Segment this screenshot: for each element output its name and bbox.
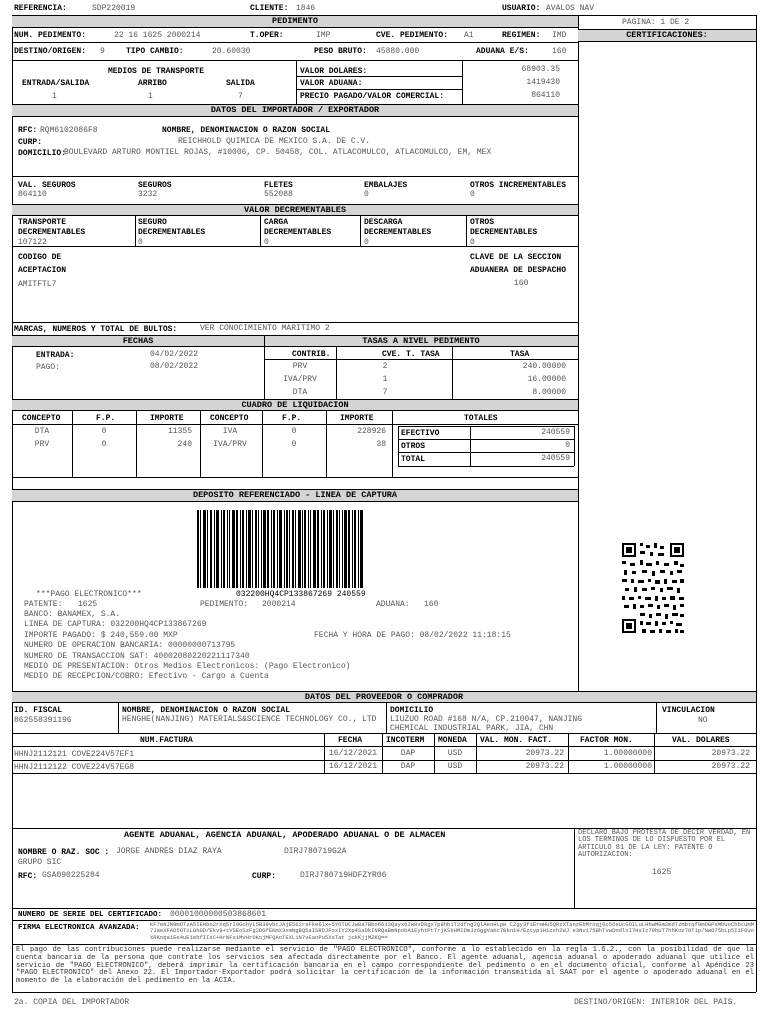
- pagina-indicator: PAGINA: 1 DE 2: [622, 18, 690, 27]
- usuario-value: AVALOS NAV: [546, 4, 595, 13]
- marcas-value: VER CONOCIMIENTO MARITIMO 2: [200, 324, 330, 333]
- agente-rfc-value: GSA090225284: [42, 871, 100, 880]
- certificaciones-title: CERTIFICACIONES:: [578, 29, 756, 42]
- carga-decr-label-b: DECREMENTABLES: [264, 228, 332, 237]
- seguro-decr-value: 0: [138, 238, 143, 247]
- embalajes-label: EMBALAJES: [364, 181, 408, 190]
- agente-nombre-value: JORGE ANDRES DIAZ RAYA: [116, 847, 222, 856]
- medio-recepcion-line: MEDIO DE RECEPCION/COBRO: Efectivo - Cargo a Cuenta: [24, 672, 269, 681]
- tasas-title: TASAS A NIVEL PEDIMENTO: [264, 335, 578, 347]
- peso-bruto-label: PESO BRUTO:: [314, 47, 367, 56]
- val-seguros-value: 864110: [18, 190, 47, 199]
- domicilio-label: DOMICILIO:: [18, 149, 67, 158]
- id-fiscal-value: 862558391196: [14, 716, 72, 725]
- factura-fecha: 16/12/2021: [328, 762, 377, 771]
- clave-seccion-label-a: CLAVE DE LA SECCION: [470, 253, 562, 262]
- footer-destino: DESTINO/ORIGEN: INTERIOR DEL PAIS.: [574, 998, 738, 1007]
- tipo-cambio-label: TIPO CAMBIO:: [126, 47, 184, 56]
- factura-incoterm: DAP: [400, 762, 416, 771]
- factura-row: HHNJ2112122 COVE224V57EG8: [14, 763, 135, 772]
- codigo-aceptacion-value: AMITFTL7: [18, 280, 57, 289]
- tipo-cambio-value: 20.60030: [212, 47, 251, 56]
- seguros-value: 3232: [138, 190, 158, 199]
- factura-fecha: 16/12/2021: [328, 749, 377, 758]
- firma-label: FIRMA ELECTRONICA AVANZADA:: [18, 924, 140, 932]
- valor-dolares-value: 68903.35: [521, 65, 560, 74]
- transporte-decr-label-b: DECREMENTABLES: [18, 228, 86, 237]
- cve-tasa-header: CVE. T. TASA: [382, 350, 440, 359]
- liq-concepto-header: CONCEPTO: [22, 414, 61, 423]
- liq-row-importe: 11355: [167, 427, 192, 436]
- carga-decr-value: 0: [264, 238, 269, 247]
- tasa-row-contrib: IVA/PRV: [283, 375, 317, 384]
- carga-decr-label-a: CARGA: [264, 218, 289, 227]
- vinculacion-value: NO: [698, 716, 708, 725]
- agente-curp-label: CURP:: [252, 872, 277, 881]
- vinculacion-label: VINCULACION: [662, 706, 715, 715]
- arribo-label: ARRIBO: [138, 79, 167, 88]
- aduana-es-value: 160: [552, 47, 567, 56]
- valor-aduana-value: 1419430: [526, 78, 560, 87]
- val-seguros-label: VAL. SEGUROS: [18, 181, 76, 190]
- transporte-decr-label-a: TRANSPORTE: [18, 218, 67, 227]
- otros-total-label: OTROS: [401, 442, 426, 451]
- liq-row-fp: 0: [101, 440, 107, 449]
- toper-value: IMP: [316, 31, 331, 40]
- deposito-title: DEPOSITO REFERENCIADO - LINEA DE CAPTURA: [12, 489, 578, 502]
- banco-line: BANCO: BANAMEX, S.A.: [24, 610, 121, 619]
- regimen-value: IMD: [552, 31, 567, 40]
- domicilio-value: BOULEVARD ARTURO MONTIEL ROJAS, #10006, CP. 50458, COL. ATLACOMULCO, ATLACOMULCO, EM, MEX: [64, 148, 492, 157]
- cve-pedimento-value: A1: [464, 31, 474, 40]
- linea-captura-line: LINEA DE CAPTURA: 032200HQ4CP133867269: [24, 620, 207, 629]
- codigo-aceptacion-label-b: ACEPTACION: [18, 266, 67, 275]
- declaro-text: DECLARO BAJO PROTESTA DE DECIR VERDAD, EN LOS TERMINOS DE LO DISPUESTO POR EL ARTICULO 81 DE LA LEY: PATENTE O AUTORIZACION:: [578, 829, 751, 860]
- liq-row-importe: 240: [177, 440, 192, 449]
- liq-row-concepto: DTA: [34, 427, 50, 436]
- footer-copia: 2a. COPIA DEL IMPORTADOR: [14, 998, 130, 1007]
- valor-dolares-label: VALOR DOLARES:: [300, 67, 368, 76]
- seguros-label: SEGUROS: [138, 181, 172, 190]
- factura-factor: 1.00000000: [603, 749, 652, 758]
- val-mon-fact-header: VAL. MON. FACT.: [480, 736, 553, 745]
- importador-title: DATOS DEL IMPORTADOR / EXPORTADOR: [12, 104, 578, 117]
- patente-value: 1625: [78, 600, 98, 609]
- total-value: 240559: [541, 454, 570, 463]
- serie-certificado-label: NUMERO DE SERIE DEL CERTIFICADO:: [18, 911, 163, 919]
- salida-label: SALIDA: [226, 79, 255, 88]
- num-factura-header: NUM.FACTURA: [140, 736, 193, 745]
- firma-value: KF7eNJN9mOTzA5IEHbo2rXq5rI9GohyL5B39vbcJAjE562rsFke6lx+5YOTUCJw8a7Bbo6613Qayx6Iw8vD8gx7p8hb1T2dfng2QlAeoHLpH CZgy3f1ErmHU5QRzXTanzEbMrnqj0c56sUcGOILuLHhwMGm2mdTzmbtqf9mOGPXMbUoChbcUmM7JaeXFAD5OTiLGh0D/Ekv9+tVSEoSzFg2DGfEKmX3xmNgBQ5aISRDJFoxIY2Xp4SaDkINRQaBmNpobA1EyhtPtTrjKSkHMIDmJz6ggVaKc7Bkn1H/Ezcyp1H1zzh2WJ e3Nv175BhTvwDndlxI7HsIz79bUT7hhKoz70T1p/NwO75bLp5I1F0UoXRKnqa1Ee4uE1ehfIIsC+HrNFs1MvHrOKnjMFQAoTEXL1N7vEaoPu5XsTat jckKjjMZKQ==: [150, 922, 754, 941]
- tasa-row-cve: 1: [382, 375, 388, 384]
- agente-nombre-label: NOMBRE O RAZ. SOC :: [18, 848, 110, 857]
- agente-curp-value: DIRJ780719HDFZYR06: [300, 871, 387, 880]
- legal-text: El pago de las contribuciones puede realizarse mediante el servicio de "PAGO ELECTRONICO", conforme a lo establecido en la regla 1.6.2., con la posibilidad de que la cuenta bancaria de la persona que contrate los servicios sea afectada directamente por el Banco. El agente aduanal, agencia aduanal o apoderado aduanal que utilice el servicio de "PAGO ELECTRONICO", deberá imprimir la certificación bancaria en el campo correspondiente del pedimento o en el documento oficial, conforme al Apéndice 23 "PAGO ELECTRONICO" del Anexo 22. El Importador-Exportador podrá solicitar la certificación de la información transmitida al SAAT por el agente o apoderado aduanal en el momento de la elaboración del pedimento en la ACIA.: [16, 946, 754, 986]
- factura-row: HHNJ2112121 COVE224V57EF1: [14, 750, 135, 759]
- patente-label: PATENTE:: [24, 600, 63, 609]
- liq-row-fp-2: 0: [291, 440, 297, 449]
- barcode: [197, 510, 363, 588]
- otros-decr-label-a: OTROS: [470, 218, 495, 227]
- factor-mon-header: FACTOR MON.: [580, 736, 633, 745]
- num-pedimento-label: NUM. PEDIMENTO:: [14, 31, 87, 40]
- factura-factor: 1.00000000: [603, 762, 652, 771]
- liq-totales-header: TOTALES: [464, 414, 498, 423]
- tasa-header: TASA: [510, 350, 530, 359]
- otros-decr-value: 0: [470, 238, 475, 247]
- tasa-row-cve: 7: [382, 388, 388, 397]
- pedimento-dep-value: 2000214: [262, 600, 296, 609]
- seguro-decr-label-a: SEGURO: [138, 218, 167, 227]
- otros-decr-label-b: DECREMENTABLES: [470, 228, 538, 237]
- fletes-value: 552088: [264, 190, 293, 199]
- entrada-value: 1: [52, 92, 57, 101]
- total-label: TOTAL: [401, 455, 426, 464]
- barcode-text: 032200HQ4CP133867269 240559: [236, 590, 366, 599]
- liq-row-concepto-2: IVA: [222, 427, 238, 436]
- factura-moneda: USD: [447, 762, 463, 771]
- tasa-row-tasa: 16.00000: [527, 375, 566, 384]
- tasa-row-cve: 2: [382, 362, 388, 371]
- liq-importe-header-2: IMPORTE: [340, 414, 374, 423]
- fecha-header: FECHA: [338, 736, 363, 745]
- rfc-value: RQM6102086F8: [40, 126, 98, 135]
- otros-incrementables-label: OTROS INCREMENTABLES: [470, 181, 567, 190]
- fecha-hora-pago-line: FECHA Y HORA DE PAGO: 08/02/2022 11:18:15: [314, 631, 511, 640]
- valor-aduana-label: VALOR ADUANA:: [300, 79, 363, 88]
- agente-curp-top: DIRJ780719G2A: [284, 847, 347, 856]
- factura-val-mon: 20973.22: [525, 762, 564, 771]
- factura-moneda: USD: [447, 749, 463, 758]
- aduana-dep-value: 160: [424, 600, 439, 609]
- curp-label: CURP:: [18, 138, 43, 147]
- agente-patente: 1625: [652, 868, 672, 877]
- tasa-row-contrib: DTA: [292, 388, 308, 397]
- otros-incrementables-value: 0: [470, 190, 475, 199]
- factura-val-dolares: 20973.22: [711, 749, 750, 758]
- entrada-salida-label: ENTRADA/SALIDA: [22, 79, 90, 88]
- agente-title: AGENTE ADUANAL, AGENCIA ADUANAL, APODERADO ADUANAL O DE ALMACEN: [124, 830, 446, 840]
- medios-title: MEDIOS DE TRANSPORTE: [108, 67, 205, 76]
- peso-bruto-value: 45880.000: [376, 47, 420, 56]
- toper-label: T.OPER:: [250, 31, 284, 40]
- pago-electronico-text: ***PAGO ELECTRONICO***: [36, 590, 142, 599]
- agente-rfc-label: RFC:: [18, 872, 38, 881]
- num-pedimento-value: 22 16 1625 2000214: [114, 31, 201, 40]
- aduana-dep-label: ADUANA:: [376, 600, 410, 609]
- fechas-title: FECHAS: [12, 335, 264, 347]
- seguro-decr-label-b: DECREMENTABLES: [138, 228, 206, 237]
- fecha-pago-value: 08/02/2022: [150, 362, 199, 371]
- fecha-pago-label: PAGO:: [36, 363, 61, 372]
- descarga-decr-label-b: DECREMENTABLES: [364, 228, 432, 237]
- liq-row-importe-2: 38: [376, 440, 386, 449]
- factura-incoterm: DAP: [400, 749, 416, 758]
- transporte-decr-value: 107122: [18, 238, 47, 247]
- embalajes-value: 0: [364, 190, 369, 199]
- clave-seccion-value: 160: [514, 279, 529, 288]
- proveedor-title: DATOS DEL PROVEEDOR O COMPRADOR: [12, 691, 756, 703]
- cliente-label: CLIENTE:: [250, 4, 289, 13]
- tasa-row-contrib: PRV: [292, 362, 308, 371]
- liq-row-fp-2: 0: [291, 427, 297, 436]
- liq-row-fp: 0: [101, 427, 107, 436]
- efectivo-value: 240559: [541, 428, 570, 437]
- descarga-decr-value: 0: [364, 238, 369, 247]
- efectivo-label: EFECTIVO: [401, 429, 440, 438]
- liq-concepto-header-2: CONCEPTO: [210, 414, 249, 423]
- decrementables-title: VALOR DECREMENTABLES: [12, 204, 578, 216]
- clave-seccion-label-b: ADUANERA DE DESPACHO: [470, 266, 567, 275]
- val-dolares-header: VAL. DOLARES: [672, 736, 730, 745]
- tasa-row-tasa: 8.00000: [532, 388, 566, 397]
- transaccion-sat-line: NUMERO DE TRANSACCION SAT: 40002080220221117340: [24, 652, 250, 661]
- liq-importe-header: IMPORTE: [150, 414, 184, 423]
- prov-razon-label: NOMBRE, DENOMINACION O RAZON SOCIAL: [122, 706, 291, 715]
- salida-value: 7: [238, 92, 243, 101]
- moneda-header: MONEDA: [438, 736, 467, 745]
- liquidacion-title: CUADRO DE LIQUIDACION: [12, 399, 578, 411]
- importe-pagado-line: IMPORTE PAGADO: $ 240,559.00 MXP: [24, 631, 178, 640]
- destino-label: DESTINO/ORIGEN:: [14, 47, 87, 56]
- liq-row-concepto: PRV: [34, 440, 50, 449]
- qr-code: [622, 543, 684, 633]
- ref-value: SDP220019: [92, 4, 136, 13]
- precio-pagado-value: 864110: [531, 91, 560, 100]
- liq-fp-header-2: F.P.: [282, 414, 302, 423]
- agente-grupo: GRUPO SIC: [18, 858, 62, 867]
- marcas-label: MARCAS, NUMEROS Y TOTAL DE BULTOS:: [14, 325, 178, 334]
- prov-domicilio-value: LIUZUO ROAD #168 N/A, CP.210047, NANJING CHEMICAL INDUSTRIAL PARK, JIA, CHN: [390, 715, 583, 734]
- rfc-label: RFC:: [18, 126, 38, 135]
- destino-value: 9: [100, 47, 105, 56]
- precio-pagado-label: PRECIO PAGADO/VALOR COMERCIAL:: [300, 92, 445, 101]
- regimen-label: REGIMEN:: [502, 31, 541, 40]
- prov-razon-value: HENGHE(NANJING) MATERIALS&SCIENCE TECHNOLOGY CO., LTD: [122, 715, 377, 724]
- medio-presentacion-line: MEDIO DE PRESENTACION: Otros Medios Electronicos: (Pago Electronico): [24, 662, 351, 671]
- contrib-header: CONTRIB.: [292, 350, 331, 359]
- pedimento-title: PEDIMENTO: [12, 15, 578, 28]
- usuario-label: USUARIO:: [502, 4, 541, 13]
- factura-val-dolares: 20973.22: [711, 762, 750, 771]
- liq-fp-header: F.P.: [96, 414, 116, 423]
- arribo-value: 1: [148, 92, 153, 101]
- fecha-entrada-value: 04/02/2022: [150, 350, 199, 359]
- cve-pedimento-label: CVE. PEDIMENTO:: [376, 31, 449, 40]
- factura-val-mon: 20973.22: [525, 749, 564, 758]
- cliente-value: 1846: [296, 4, 316, 13]
- otros-total-value: 0: [565, 441, 570, 450]
- tasa-row-tasa: 240.00000: [522, 362, 566, 371]
- aduana-es-label: ADUANA E/S:: [476, 47, 529, 56]
- razon-social-value: REICHHOLD QUIMICA DE MEXICO S.A. DE C.V.: [178, 137, 371, 146]
- ref-label: REFERENCIA:: [14, 4, 67, 13]
- liq-row-importe-2: 228926: [357, 427, 386, 436]
- incoterm-header: INCOTERM: [386, 736, 425, 745]
- codigo-aceptacion-label-a: CODIGO DE: [18, 253, 62, 262]
- id-fiscal-label: ID. FISCAL: [14, 706, 63, 715]
- serie-certificado-value: 00001000000503868601: [170, 910, 267, 919]
- prov-domicilio-label: DOMICILIO: [390, 706, 434, 715]
- operacion-bancaria-line: NUMERO DE OPERACION BANCARIA: 00000000713795: [24, 641, 236, 650]
- fecha-entrada-label: ENTRADA:: [36, 351, 75, 360]
- fletes-label: FLETES: [264, 181, 293, 190]
- liq-row-concepto-2: IVA/PRV: [213, 440, 247, 449]
- razon-social-label: NOMBRE, DENOMINACION O RAZON SOCIAL: [162, 126, 331, 135]
- pedimento-dep-label: PEDIMENTO:: [200, 600, 249, 609]
- descarga-decr-label-a: DESCARGA: [364, 218, 403, 227]
